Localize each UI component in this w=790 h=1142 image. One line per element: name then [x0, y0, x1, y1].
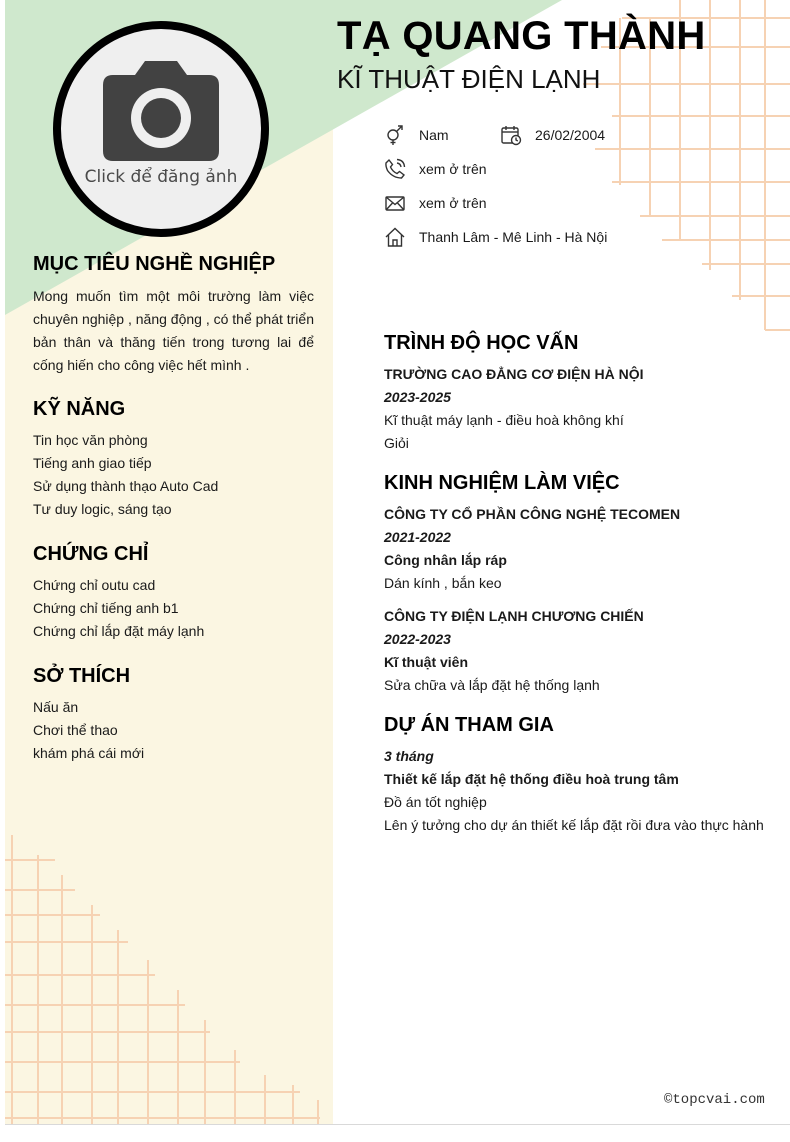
skill-item: Tiếng anh giao tiếp	[33, 455, 152, 471]
candidate-name: TẠ QUANG THÀNH	[337, 14, 706, 58]
email-field	[384, 192, 487, 214]
skill-item: Tư duy logic, sáng tạo	[33, 501, 172, 517]
education-period: 2023-2025	[384, 389, 451, 405]
address-field	[384, 226, 607, 248]
gender-field	[384, 124, 449, 146]
experience-position: Công nhân lắp ráp	[384, 552, 507, 568]
address-value: Thanh Lâm - Mê Linh - Hà Nội	[419, 229, 608, 245]
project-duration: 3 tháng	[384, 748, 434, 764]
skill-item: Sử dụng thành thạo Auto Cad	[33, 478, 219, 494]
photo-upload-label: Click để đăng ảnh	[84, 167, 238, 187]
hobby-item: Chơi thể thao	[33, 722, 118, 738]
education-major: Kĩ thuật máy lạnh - điều hoà không khí	[384, 412, 624, 428]
hobbies-heading: SỞ THÍCH	[33, 665, 131, 687]
profile-photo-upload[interactable]	[53, 21, 269, 237]
watermark-text: ©topcvai.com	[664, 1092, 765, 1108]
hobby-item: Nấu ăn	[33, 699, 79, 715]
phone-field	[384, 158, 487, 180]
experience-description: Dán kính , bắn keo	[384, 575, 502, 591]
email-icon	[384, 192, 406, 214]
projects-heading: DỰ ÁN THAM GIA	[384, 714, 554, 736]
certificate-item: Chứng chỉ outu cad	[33, 577, 156, 593]
camera-icon	[101, 59, 221, 163]
home-icon	[384, 226, 406, 248]
experience-period: 2022-2023	[384, 631, 451, 647]
page-bottom-divider	[5, 1124, 790, 1125]
project-type: Đồ án tốt nghiệp	[384, 794, 487, 810]
experience-description: Sửa chữa và lắp đặt hệ thống lạnh	[384, 677, 600, 693]
objective-text: Mong muốn tìm một môi trường làm việc chuyên nghiệp , năng động , có thể phát triển bản thân và thăng tiến trong tương lai để cống hiến cho công việc hết mình .	[33, 288, 314, 373]
education-heading: TRÌNH ĐỘ HỌC VẤN	[384, 332, 579, 354]
certificate-item: Chứng chỉ lắp đặt máy lạnh	[33, 623, 205, 639]
experience-heading: KINH NGHIỆM LÀM VIỆC	[384, 472, 620, 494]
project-description: Lên ý tưởng cho dự án thiết kế lắp đặt rồi đưa vào thực hành	[384, 817, 764, 833]
phone-value: xem ở trên	[419, 161, 487, 177]
email-value: xem ở trên	[419, 195, 487, 211]
birthday-field	[500, 124, 605, 146]
project-name: Thiết kế lắp đặt hệ thống điều hoà trung tâm	[384, 771, 679, 787]
certificates-heading: CHỨNG CHỈ	[33, 543, 149, 565]
gender-icon	[384, 124, 406, 146]
certificate-item: Chứng chỉ tiếng anh b1	[33, 600, 179, 616]
bottom-left-grid-pattern	[5, 835, 320, 1125]
experience-period: 2021-2022	[384, 529, 451, 545]
candidate-job-title: KĨ THUẬT ĐIỆN LẠNH	[337, 64, 601, 94]
objective-heading: MỤC TIÊU NGHỀ NGHIỆP	[33, 253, 276, 275]
phone-icon	[384, 158, 406, 180]
gender-value: Nam	[419, 127, 449, 143]
birthday-value: 26/02/2004	[535, 127, 606, 143]
education-grade: Giỏi	[384, 435, 409, 451]
experience-position: Kĩ thuật viên	[384, 654, 469, 670]
calendar-icon	[500, 124, 522, 146]
experience-company: CÔNG TY ĐIỆN LẠNH CHƯƠNG CHIẾN	[384, 608, 644, 624]
skill-item: Tin học văn phòng	[33, 432, 148, 448]
hobby-item: khám phá cái mới	[33, 745, 145, 761]
experience-company: CÔNG TY CỔ PHẦN CÔNG NGHỆ TECOMEN	[384, 506, 681, 522]
education-school: TRƯỜNG CAO ĐẲNG CƠ ĐIỆN HÀ NỘI	[384, 366, 644, 382]
skills-heading: KỸ NĂNG	[33, 398, 126, 420]
